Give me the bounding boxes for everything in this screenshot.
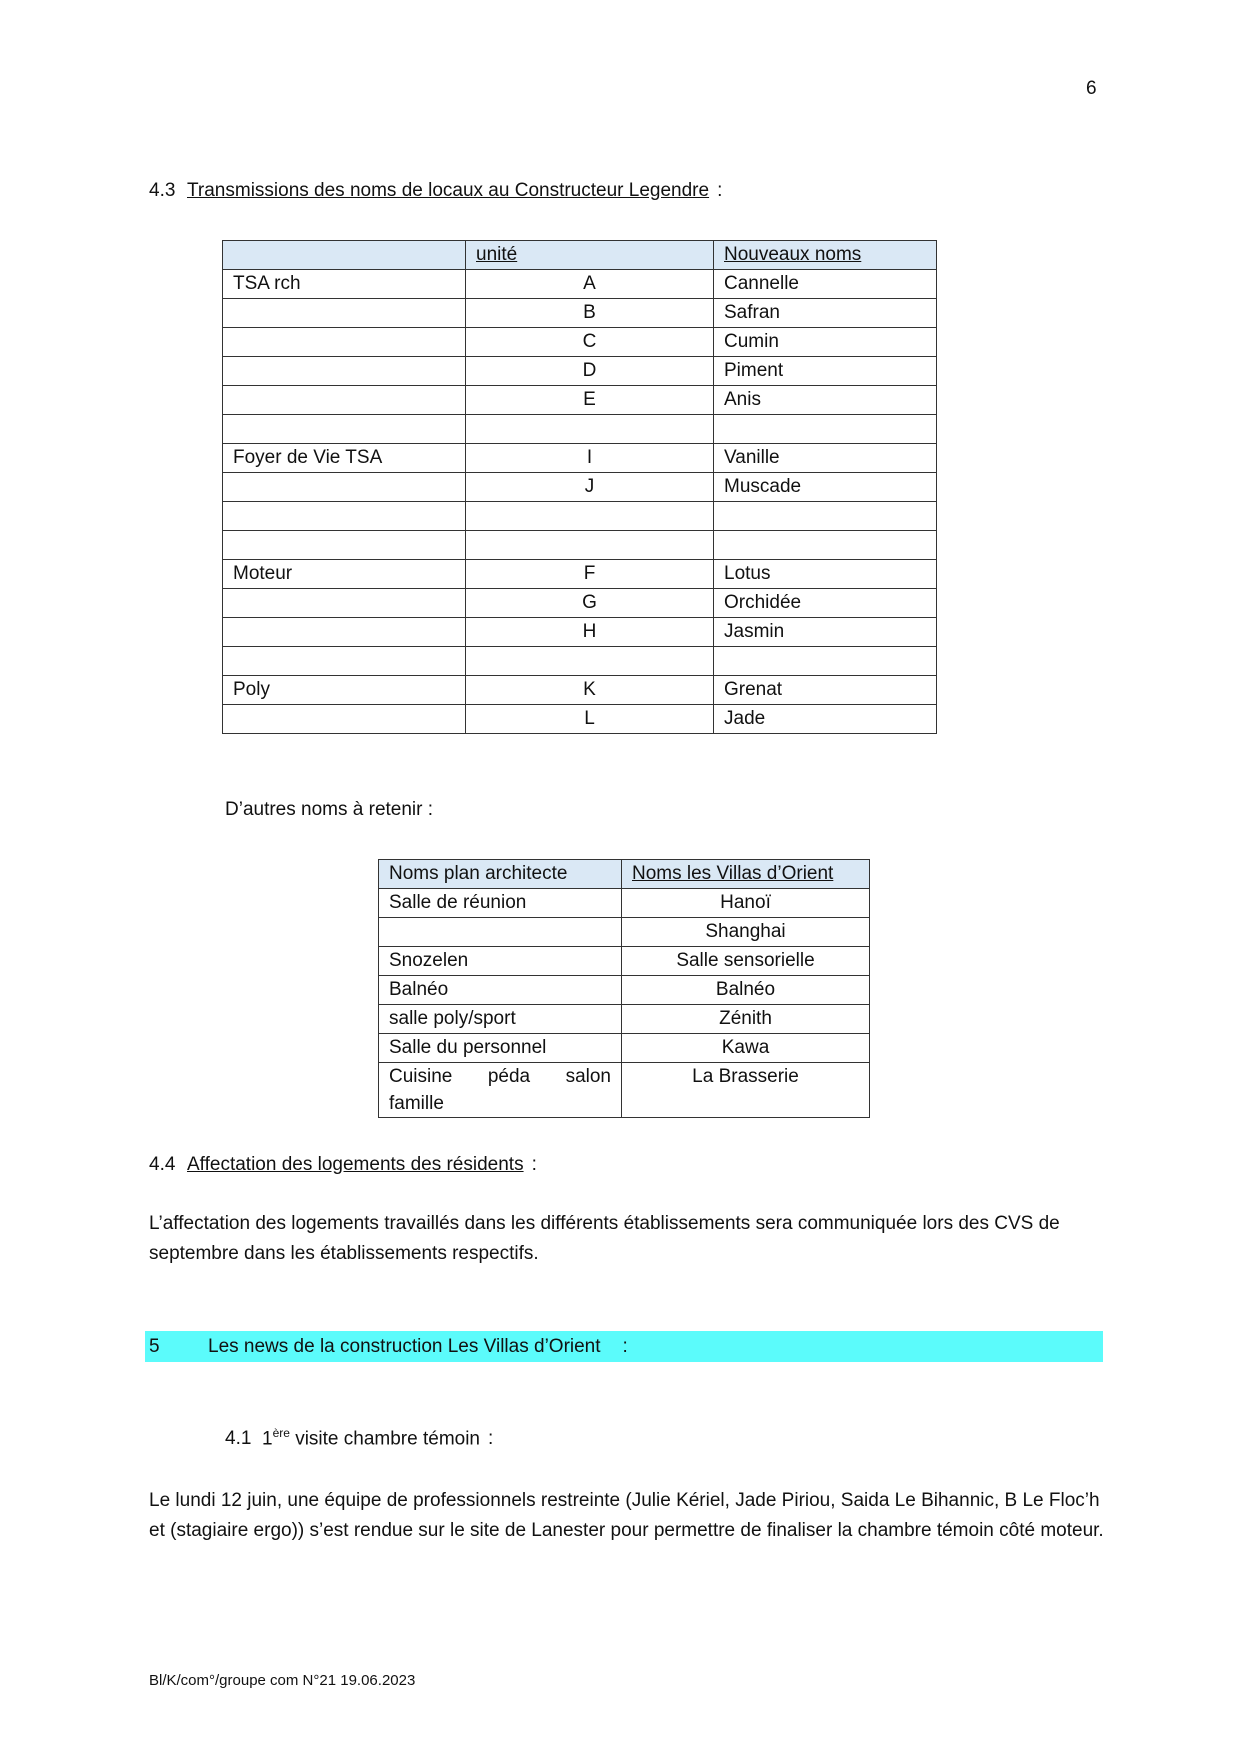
table-cell bbox=[379, 918, 622, 947]
heading-colon: : bbox=[531, 1154, 537, 1175]
table-cell: Cumin bbox=[714, 328, 937, 357]
table-cell: Salle sensorielle bbox=[622, 947, 870, 976]
table-row bbox=[223, 705, 937, 734]
table-cell bbox=[379, 1063, 622, 1118]
table-row bbox=[223, 386, 937, 415]
table-row bbox=[223, 618, 937, 647]
table-row bbox=[223, 299, 937, 328]
cell-word: péda bbox=[487, 1066, 531, 1087]
table-cell: Hanoï bbox=[622, 889, 870, 918]
section-number: 4.1 bbox=[225, 1428, 252, 1450]
table-cell: Jade bbox=[714, 705, 937, 734]
table-cell: D bbox=[466, 357, 714, 386]
table-cell bbox=[223, 299, 466, 328]
table-cell bbox=[466, 531, 714, 560]
table-cell: G bbox=[466, 589, 714, 618]
header-cell: Noms les Villas d’Orient bbox=[622, 860, 870, 889]
table-cell: La Brasserie bbox=[622, 1063, 870, 1118]
table-cell: I bbox=[466, 444, 714, 473]
table-row bbox=[223, 531, 937, 560]
section-number: 5 bbox=[149, 1336, 160, 1357]
cell-word: Cuisine bbox=[389, 1066, 453, 1087]
table-row bbox=[223, 328, 937, 357]
table-cell: Safran bbox=[714, 299, 937, 328]
table-cell: salle poly/sport bbox=[379, 1005, 622, 1034]
ordinal-suffix: ère bbox=[272, 1426, 290, 1440]
table-cell bbox=[714, 531, 937, 560]
table-cell: Anis bbox=[714, 386, 937, 415]
section-4-3-heading bbox=[149, 180, 722, 202]
page-number: 6 bbox=[1086, 78, 1097, 99]
footer: Bl/K/com°/groupe com N°21 19.06.2023 bbox=[149, 1672, 416, 1689]
heading-colon: : bbox=[488, 1428, 494, 1450]
table-cell bbox=[223, 386, 466, 415]
table-header-row bbox=[223, 241, 937, 270]
table-cell: Vanille bbox=[714, 444, 937, 473]
table-cell: Orchidée bbox=[714, 589, 937, 618]
heading-colon: : bbox=[717, 180, 723, 201]
table-cell bbox=[223, 618, 466, 647]
header-cell: Noms plan architecte bbox=[379, 860, 622, 889]
table-cell bbox=[466, 415, 714, 444]
cell-word: salon bbox=[565, 1066, 611, 1087]
table-cell: TSA rch bbox=[223, 270, 466, 299]
table-cell: Balnéo bbox=[379, 976, 622, 1005]
table-cell: K bbox=[466, 676, 714, 705]
table-cell: Grenat bbox=[714, 676, 937, 705]
table-cell: Zénith bbox=[622, 1005, 870, 1034]
table-row bbox=[223, 647, 937, 676]
table-row bbox=[379, 889, 870, 918]
table-cell: Balnéo bbox=[622, 976, 870, 1005]
table-row bbox=[379, 976, 870, 1005]
table-cell: Poly bbox=[223, 676, 466, 705]
table-cell: A bbox=[466, 270, 714, 299]
section-number: 4.3 bbox=[149, 180, 176, 201]
table-cell: Foyer de Vie TSA bbox=[223, 444, 466, 473]
table-cell: Shanghai bbox=[622, 918, 870, 947]
section-title: Les news de la construction Les Villas d’Orient bbox=[208, 1336, 601, 1357]
table-cell: C bbox=[466, 328, 714, 357]
table-row bbox=[379, 1005, 870, 1034]
table-cell: J bbox=[466, 473, 714, 502]
table-cell bbox=[223, 705, 466, 734]
table-cell bbox=[223, 589, 466, 618]
local-names-table-body bbox=[223, 270, 937, 734]
table-cell: E bbox=[466, 386, 714, 415]
table-cell bbox=[223, 502, 466, 531]
table-cell bbox=[223, 473, 466, 502]
table-row bbox=[223, 589, 937, 618]
section-title: Affectation des logements des résidents bbox=[187, 1154, 524, 1175]
section-4-4-heading bbox=[149, 1154, 537, 1176]
header-cell bbox=[223, 241, 466, 270]
header-cell: unité bbox=[466, 241, 714, 270]
other-names-intro: D’autres noms à retenir : bbox=[225, 799, 434, 820]
table-cell bbox=[223, 647, 466, 676]
table-cell bbox=[223, 415, 466, 444]
cell-word: famille bbox=[389, 1093, 444, 1114]
table-cell bbox=[223, 328, 466, 357]
table-row bbox=[223, 357, 937, 386]
table-cell: H bbox=[466, 618, 714, 647]
table-row bbox=[379, 1063, 870, 1118]
table-cell bbox=[714, 647, 937, 676]
table-cell: Kawa bbox=[622, 1034, 870, 1063]
ordinal: 1 bbox=[262, 1428, 273, 1450]
table-row bbox=[223, 676, 937, 705]
section-4-1-heading bbox=[225, 1426, 493, 1450]
table-row bbox=[223, 473, 937, 502]
table-row bbox=[223, 560, 937, 589]
table-row bbox=[379, 1034, 870, 1063]
other-names-table bbox=[378, 859, 870, 1118]
paragraph-4-1: Le lundi 12 juin, une équipe de professionnels restreinte (Julie Kériel, Jade Piriou, Saida Le Bihannic, B Le Floc’h et (stagiaire ergo)) s’est rendue sur le site de Lanester pour permettre de finaliser la chambre témoin côté moteur. bbox=[149, 1490, 1104, 1541]
table-cell bbox=[466, 647, 714, 676]
local-names-table bbox=[222, 240, 937, 734]
table-cell: Salle du personnel bbox=[379, 1034, 622, 1063]
table-cell bbox=[714, 415, 937, 444]
table-cell bbox=[223, 531, 466, 560]
header-cell: Nouveaux noms bbox=[714, 241, 937, 270]
table-cell: Salle de réunion bbox=[379, 889, 622, 918]
table-cell: Snozelen bbox=[379, 947, 622, 976]
table-row bbox=[223, 270, 937, 299]
table-row bbox=[223, 415, 937, 444]
table-row bbox=[223, 444, 937, 473]
table-cell: Muscade bbox=[714, 473, 937, 502]
table-cell bbox=[714, 502, 937, 531]
table-cell: L bbox=[466, 705, 714, 734]
table-cell bbox=[466, 502, 714, 531]
table-row bbox=[379, 918, 870, 947]
heading-colon: : bbox=[622, 1336, 628, 1357]
table-cell: Piment bbox=[714, 357, 937, 386]
section-number: 4.4 bbox=[149, 1154, 176, 1175]
table-cell bbox=[223, 357, 466, 386]
section-5-banner bbox=[145, 1331, 1103, 1362]
table-cell: Cannelle bbox=[714, 270, 937, 299]
table-row bbox=[223, 502, 937, 531]
table-cell: Lotus bbox=[714, 560, 937, 589]
table-cell: Jasmin bbox=[714, 618, 937, 647]
paragraph-4-4: L’affectation des logements travaillés dans les différents établissements sera communiquée lors des CVS de septembre dans les établissements respectifs. bbox=[149, 1213, 1060, 1264]
section-title: visite chambre témoin bbox=[289, 1428, 480, 1450]
table-header-row bbox=[379, 860, 870, 889]
table-cell: F bbox=[466, 560, 714, 589]
table-row bbox=[379, 947, 870, 976]
table-cell: Moteur bbox=[223, 560, 466, 589]
other-names-table-body bbox=[379, 889, 870, 1063]
table-cell: B bbox=[466, 299, 714, 328]
section-title: Transmissions des noms de locaux au Constructeur Legendre bbox=[187, 180, 710, 201]
